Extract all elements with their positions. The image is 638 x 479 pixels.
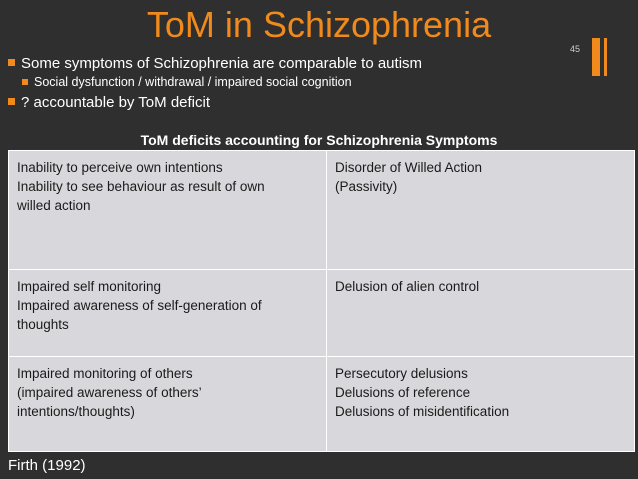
deficit-cell <box>9 357 327 452</box>
cell-line: Delusions of reference <box>335 385 471 400</box>
bullet-item <box>8 94 210 111</box>
bullet-text: Some symptoms of Schizophrenia are comparable to autism <box>21 55 423 72</box>
cell-line: Disorder of Willed Action <box>335 160 483 175</box>
cell-line: willed action <box>17 198 91 213</box>
bullet-square-icon <box>8 98 15 105</box>
table-row <box>9 270 635 357</box>
sub-bullet-item <box>22 75 352 89</box>
deficit-cell <box>9 151 327 270</box>
cell-line: Inability to perceive own intentions <box>17 160 223 175</box>
cell-line: Impaired self monitoring <box>17 279 162 294</box>
cell-line: Delusion of alien control <box>335 279 480 294</box>
cell-line: (impaired awareness of others’ <box>17 385 202 400</box>
symptom-cell <box>327 270 635 357</box>
symptom-cell <box>327 151 635 270</box>
table-caption: ToM deficits accounting for Schizophrenia Symptoms <box>140 132 498 148</box>
symptom-cell <box>327 357 635 452</box>
cell-line: Inability to see behaviour as result of own <box>17 179 265 194</box>
cell-line: thoughts <box>17 317 69 332</box>
tom-table <box>8 150 635 452</box>
deficit-cell <box>9 270 327 357</box>
slide-number: 45 <box>569 44 580 54</box>
cell-line: Impaired monitoring of others <box>17 366 193 381</box>
bullet-item <box>8 55 422 72</box>
bullet-text: ? accountable by ToM deficit <box>21 94 211 111</box>
cell-line: Delusions of misidentification <box>335 404 510 419</box>
accent-bar-thin <box>604 38 607 76</box>
cell-line: intentions/thoughts) <box>17 404 135 419</box>
cell-line: Persecutory delusions <box>335 366 468 381</box>
cell-line: (Passivity) <box>335 179 398 194</box>
table-row <box>9 357 635 452</box>
bullet-text: Social dysfunction / withdrawal / impaired social cognition <box>34 75 352 89</box>
accent-bar-thick <box>592 38 600 76</box>
bullet-square-icon <box>8 59 15 66</box>
citation: Firth (1992) <box>8 457 86 474</box>
bullet-square-icon <box>22 79 28 85</box>
table-row <box>9 151 635 270</box>
slide-title: ToM in Schizophrenia <box>146 4 492 45</box>
cell-line: Impaired awareness of self-generation of <box>17 298 262 313</box>
